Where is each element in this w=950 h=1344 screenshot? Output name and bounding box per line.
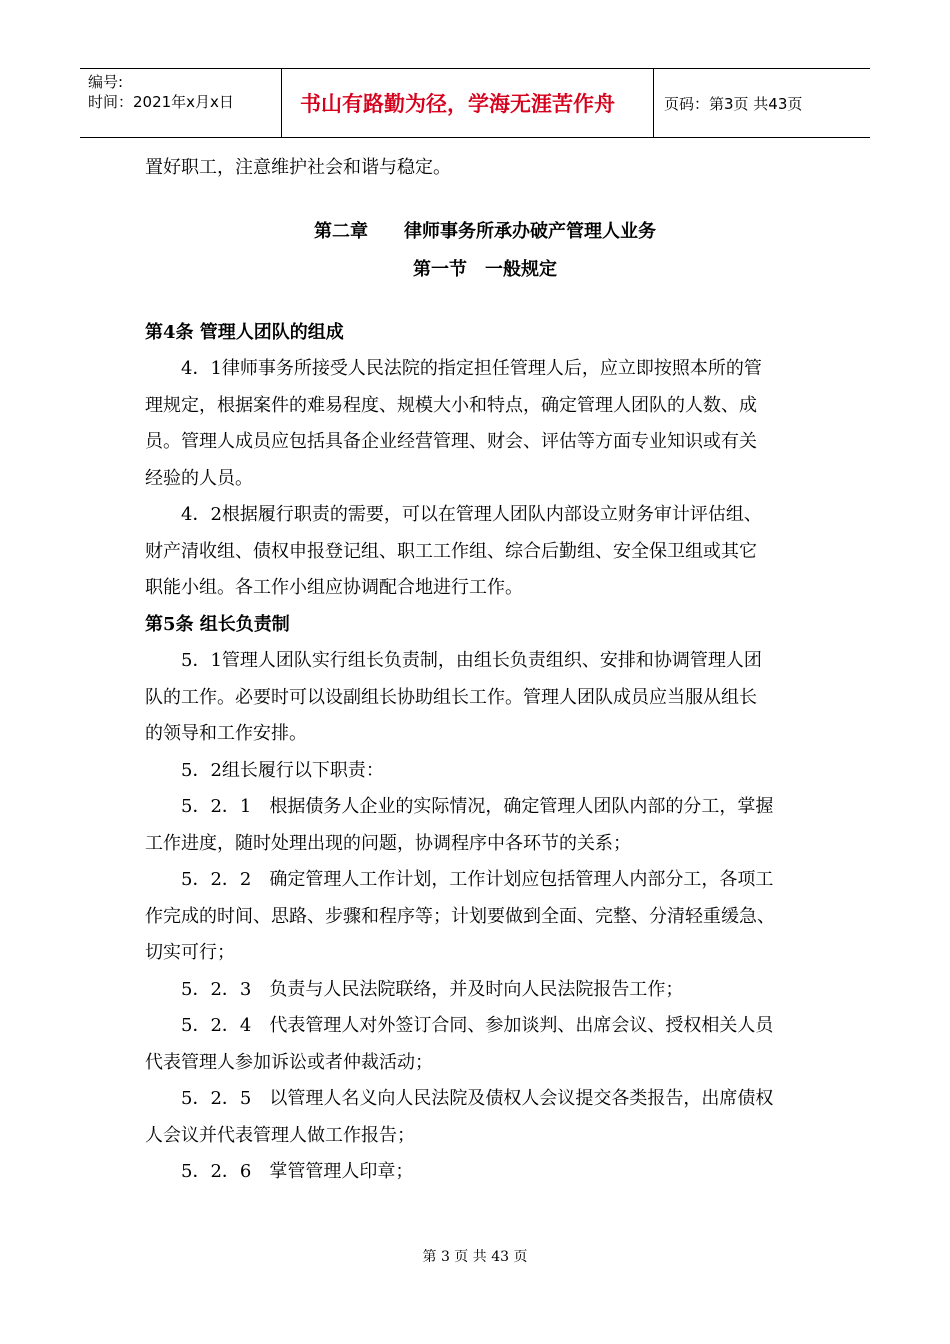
paragraph-line: 职能小组。各工作小组应协调配合地进行工作。 <box>145 577 523 598</box>
section-title: 第一节 一般规定 <box>413 258 557 280</box>
paragraph-line: 5．2．6 掌管管理人印章； <box>181 1161 414 1182</box>
paragraph-line: 财产清收组、债权申报登记组、职工工作组、综合后勤组、安全保卫组或其它 <box>145 540 757 562</box>
paragraph-line: 5．2．2 确定管理人工作计划，工作计划应包括管理人内部分工，各项工 <box>181 869 774 890</box>
paragraph-line: 5．2．5 以管理人名义向人民法院及债权人会议提交各类报告，出席债权 <box>181 1088 774 1109</box>
paragraph-line: 5．2．4 代表管理人对外签订合同、参加谈判、出席会议、授权相关人员 <box>181 1015 774 1036</box>
chapter-title: 第二章 律师事务所承办破产管理人业务 <box>314 220 656 242</box>
paragraph-line: 工作进度，随时处理出现的问题，协调程序中各环节的关系； <box>145 832 631 854</box>
paragraph-line: 置好职工，注意维护社会和谐与稳定。 <box>145 157 451 178</box>
document-body <box>145 150 825 1191</box>
paragraph-line: 员。管理人成员应包括具备企业经营管理、财会、评估等方面专业知识或有关 <box>145 431 757 452</box>
paragraph-line: 5．2．1 根据债务人企业的实际情况，确定管理人团队内部的分工，掌握 <box>181 796 774 817</box>
spacer <box>145 289 825 315</box>
paragraph-line: 5．1管理人团队实行组长负责制，由组长负责组织、安排和协调管理人团 <box>181 650 762 671</box>
paragraph-line: 作完成的时间、思路、步骤和程序等；计划要做到全面、完整、分清轻重缓急、 <box>145 905 775 927</box>
time-label: 时间：2021年x月x日 <box>88 93 234 111</box>
paragraph-line: 4．2根据履行职责的需要，可以在管理人团队内部设立财务审计评估组、 <box>181 504 762 525</box>
header-page-cell <box>654 69 870 137</box>
footer-page-number: 第 3 页 共 43 页 <box>422 1249 528 1265</box>
article-heading: 第5条 组长负责制 <box>145 613 290 635</box>
page-info: 页码：第3页 共43页 <box>664 94 803 113</box>
paragraph-line: 4．1律师事务所接受人民法院的指定担任管理人后，应立即按照本所的管 <box>181 358 762 379</box>
paragraph-line: 切实可行； <box>145 942 235 963</box>
paragraph-line: 经验的人员。 <box>145 467 253 489</box>
paragraph-line: 理规定，根据案件的难易程度、规模大小和特点，确定管理人团队的人数、成 <box>145 394 757 416</box>
page-footer <box>0 1246 950 1266</box>
number-label: 编号: <box>88 73 124 91</box>
paragraph-line: 队的工作。必要时可以设副组长协助组长工作。管理人团队成员应当服从组长 <box>145 686 757 708</box>
article-heading: 第4条 管理人团队的组成 <box>145 321 344 343</box>
paragraph-line: 5．2．3 负责与人民法院联络，并及时向人民法院报告工作； <box>181 978 684 1000</box>
motto-text: 书山有路勤为径，学海无涯苦作舟 <box>300 92 615 116</box>
paragraph-line: 5．2组长履行以下职责： <box>181 759 384 781</box>
page-header <box>80 68 870 138</box>
spacer <box>145 187 825 213</box>
paragraph-line: 的领导和工作安排。 <box>145 723 307 744</box>
header-motto-cell <box>282 69 654 137</box>
paragraph-line: 人会议并代表管理人做工作报告； <box>145 1124 415 1146</box>
paragraph-line: 代表管理人参加诉讼或者仲裁活动； <box>145 1051 433 1073</box>
header-left-cell <box>80 69 282 137</box>
